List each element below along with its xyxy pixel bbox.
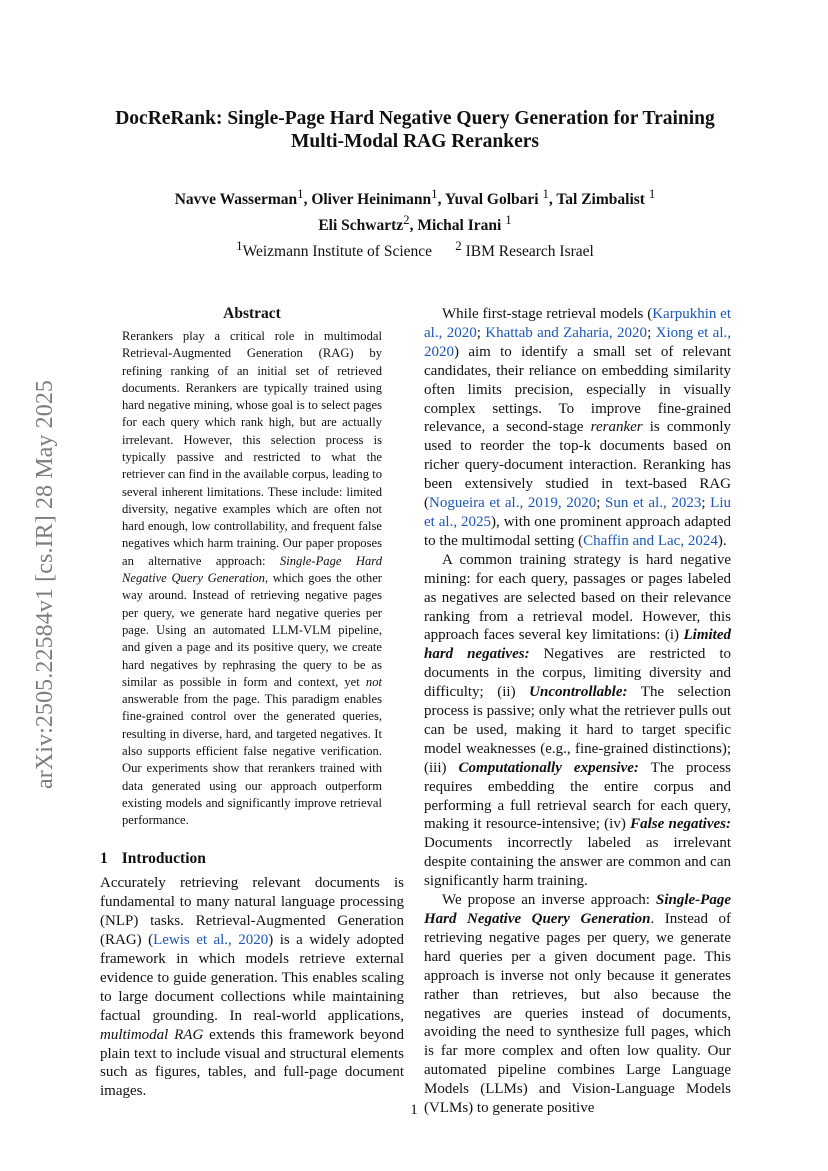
abstract-text: Rerankers play a critical role in multimodal Retrieval-Augmented Generation (RAG) by refining ranking of an initial set of retrieved documents. Rerankers are typically trained using hard negative mining, whose goal is to select pages for each query which rank high, but are actually irrelevant. However, this selection process is typically passive and restricted to what the retriever can find in the available corpus, leading to several inherent limitations. These include: limited diversity, negative examples which are often not hard enough, low controllability, and frequent false negatives which harm training. Our paper proposes an alternative approach: Single-Page Hard Negative Query Generation, which goes the other way around. Instead of retrieving negative pages per query, we generate hard negative queries per page. Using an automated LLM-VLM pipeline, and given a page and its positive query, we create hard negatives by rephrasing the query to be as similar as possible in form and context, yet not answerable from the page. This paradigm enables fine-grained control over the generated queries, resulting in diverse, hard, and targeted negatives. It also supports efficient false negative verification. Our experiments show that rerankers trained with data generated using our approach outperform existing models and significantly improve retrieval performance. [122,328,383,828]
section-number: 1 [100,849,108,867]
section-heading-introduction [100,850,404,869]
author-name: Oliver Heinimann [311,191,432,209]
citation-link[interactable]: Sun et al., 2023 [605,495,702,512]
author-affiliation-mark: 1 [648,186,656,201]
body-paragraph: A common training strategy is hard negative mining: for each query, passages or pages labeled as negatives are selected based on their relevance ranking from a retrieval model. However, this approach faces several key limitations: (i) Limited hard negatives: Negatives are restricted to documents in the corpus, limiting diversity and difficulty; (ii) Uncontrollable: The selection process is passive; only what the retriever pulls out can be used, making it hard to target specific model weaknesses (e.g., fine-grained distinctions); (iii) Computationally expensive: The process requires embedding the entire corpus and performing a full retrieval search for each query, making it resource-intensive; (iv) False negatives: Documents incorrectly labeled as irrelevant despite containing the answer are common and can significantly harm training. [424,551,731,890]
paper-title [90,107,740,153]
body-paragraph: We propose an inverse approach: Single-Page Hard Negative Query Generation. Instead of retrieving negative pages per query, we generate hard queries per a given document page. This approach is inverse not only because it generates rather than retrieves, but also because the negatives are queries instead of documents, avoiding the need to synthesize full pages, which is far more complex and often low quality. Our automated pipeline combines Large Language Models (LLMs) and Vision-Language Models (VLMs) to generate positive [424,892,731,1117]
left-column [100,305,404,1101]
affiliation: Weizmann Institute of Science [242,243,433,261]
author-name: Michal Irani [417,217,502,235]
author-block [90,184,740,262]
author-line-1: Navve Wasserman$^1$, Oliver Heinimann$^1$, Yuval Golbari $^1$, Tal Zimbalist $^1$ [174,186,656,209]
section-title: Introduction [121,849,206,867]
intro-paragraph: Accurately retrieving relevant documents is fundamental to many natural language processing (NLP) tasks. Retrieval-Augmented Generation (RAG) (Lewis et al., 2020) is a widely adopted framework in which models retrieve external evidence to guide generation. This enables scaling to large document collections while maintaining factual grounding. In real-world applications, multimodal RAG extends this framework beyond plain text to include visual and structural elements such as figures, tables, and full-page document images. [100,875,405,1100]
page-number: 1 [410,1102,418,1118]
author-name: Navve Wasserman [174,191,298,209]
affiliations-line [90,236,740,262]
title-line-2: Multi-Modal RAG Rerankers [290,131,540,152]
citation-link[interactable]: Xiong et al., 2020 [424,324,732,360]
arxiv-identifier [32,338,59,831]
title-line-1: DocReRank: Single-Page Hard Negative Query Generation for Training [115,108,715,129]
citation-link[interactable]: Karpukhin et al., 2020 [424,306,731,341]
author-line-2: Eli Schwartz$^2$, Michal Irani $^1$ [318,212,512,235]
citation-link[interactable]: Liu et al., 2025 [424,495,731,530]
author-name: Tal Zimbalist [556,191,645,209]
citation-link[interactable]: Chaffin and Lac, 2024 [583,532,718,549]
author-affiliation-mark: 1 [297,186,304,201]
body-paragraph: While first-stage retrieval models (Karpukhin et al., 2020; Khattab and Zaharia, 2020; Xiong et al., 2020) aim to identify a small set of relevant candidates, their reliance on embedding similarity often limits precision, especially in visually complex settings. To improve fine-grained relevance, a second-stage reranker is commonly used to reorder the top-k documents based on richer query-document interaction. Reranking has been extensively studied in text-based RAG (Nogueira et al., 2019, 2020; Sun et al., 2023; Liu et al., 2025), with one prominent approach adapted to the multimodal setting (Chaffin and Lac, 2024). [424,306,732,549]
citation-link[interactable]: Nogueira et al., 2019, 2020 [429,495,597,512]
affiliation-mark: 2 [455,238,462,254]
abstract-heading: Abstract [223,305,281,322]
citation-link[interactable]: Lewis et al., 2020 [153,932,269,949]
affiliation-mark: 1 [236,238,243,254]
author-affiliation-mark: 1 [542,186,549,201]
author-name: Eli Schwartz [318,217,404,235]
author-name: Yuval Golbari [444,191,539,209]
affiliation: IBM Research Israel [465,243,594,261]
method-name: Single-Page Hard Negative Query Generation [122,553,383,586]
citation-link[interactable]: Khattab and Zaharia, 2020 [485,324,648,341]
right-column [424,305,731,1118]
arxiv-identifier-text: arXiv:2505.22584v1 [cs.IR] 28 May 2025 [32,379,59,790]
author-affiliation-mark: 1 [431,186,438,201]
author-affiliation-mark: 1 [505,212,512,228]
author-affiliation-mark: 2 [403,212,410,228]
